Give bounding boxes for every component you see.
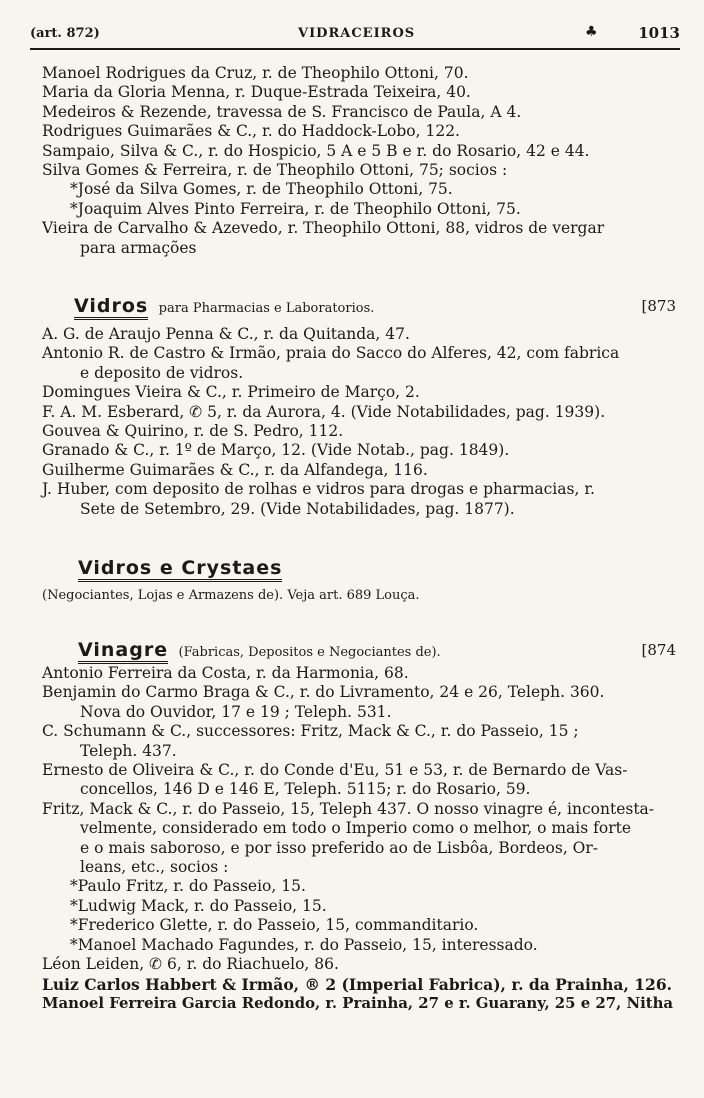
list-item-partner: *Paulo Fritz, r. do Passeio, 15. [70,877,306,896]
list-item: Medeiros & Rezende, travessa de S. Francisco de Paula, A 4. [42,102,522,121]
list-item: F. A. M. Esberard, ✆ 5, r. da Aurora, 4. (Vide Notabilidades, pag. 1939). [42,402,606,421]
section-note: (Fabricas, Depositos e Negociantes de). [178,645,441,660]
prev-section-list [42,64,682,258]
list-item: Léon Leiden, ✆ 6, r. do Riachuelo, 86. [42,955,339,974]
header-rule [30,48,680,50]
list-item: Granado & C., r. 1º de Março, 12. (Vide Notab., pag. 1849). [42,441,510,460]
list-item: Vieira de Carvalho & Azevedo, r. Theophilo Ottoni, 88, vidros de vergar [42,219,605,238]
section-heading [42,558,682,582]
list-item: Luiz Carlos Habbert & Irmão, ® 2 (Imperial Fabrica), r. da Prainha, 126. [42,974,673,994]
section-874-list [42,664,682,1013]
list-item: J. Huber, com deposito de rolhas e vidros para drogas e pharmacias, r. [42,480,595,499]
section-title: Vidros [74,295,148,317]
list-item: Sampaio, Silva & C., r. do Hospicio, 5 A e 5 B e r. do Rosario, 42 e 44. [42,141,590,160]
list-item: C. Schumann & C., successores: Fritz, Mack & C., r. do Passeio, 15 ; [42,722,579,741]
list-item-continuation: leans, etc., socios : [80,858,229,877]
list-item-partner: *Ludwig Mack, r. do Passeio, 15. [70,896,327,915]
list-item-continuation: Nova do Ouvidor, 17 e 19 ; Teleph. 531. [80,702,392,721]
list-item: A. G. de Araujo Penna & C., r. da Quitanda, 47. [42,325,410,343]
list-item: Silva Gomes & Ferreira, r. de Theophilo Ottoni, 75; socios : [42,161,508,180]
list-item: Gouvea & Quirino, r. de S. Pedro, 112. [42,422,344,441]
list-item-partner: *Joaquim Alves Pinto Ferreira, r. de Theophilo Ottoni, 75. [70,199,521,218]
article-number: [873 [641,297,676,315]
list-item-continuation: e deposito de vidros. [80,363,244,382]
section-note: para Pharmacias e Laboratorios. [158,301,375,316]
article-number: [874 [641,641,676,659]
list-item: Antonio Ferreira da Costa, r. da Harmonia, 68. [42,664,409,682]
page-number: 1013 [638,24,680,42]
section-873-list [42,325,682,519]
list-item: Rodrigues Guimarães & C., r. do Haddock-Lobo, 122. [42,122,460,141]
section-873 [42,296,682,320]
list-item-continuation: concellos, 146 D e 146 E, Teleph. 5115; r. do Rosario, 59. [80,780,531,799]
list-item: Manoel Ferreira Garcia Redondo, r. Prainha, 27 e r. Guarany, 25 e 27, Nitha [42,993,674,1012]
section-crystaes [42,558,682,605]
list-item-continuation: para armações [80,238,197,257]
list-item: Ernesto de Oliveira & C., r. do Conde d'Eu, 51 e 53, r. de Bernardo de Vas- [42,761,628,780]
ornament-icon: ♣ [585,24,598,40]
list-item: Domingues Vieira & C., r. Primeiro de Março, 2. [42,383,420,402]
section-heading [42,296,682,320]
article-range: (art. 872) [30,26,100,41]
section-heading [42,640,682,664]
list-item: Maria da Gloria Menna, r. Duque-Estrada Teixeira, 40. [42,83,471,102]
page-header [30,22,680,48]
section-note: (Negociantes, Lojas e Armazens de). Veja art. 689 Louça. [42,588,420,603]
list-item: Benjamin do Carmo Braga & C., r. do Livramento, 24 e 26, Teleph. 360. [42,683,605,702]
list-item-continuation: velmente, considerado em todo o Imperio como o melhor, o mais forte [80,819,632,838]
list-item-partner: *José da Silva Gomes, r. de Theophilo Ottoni, 75. [70,180,453,199]
section-874 [42,640,682,664]
list-item: Fritz, Mack & C., r. do Passeio, 15, Teleph 437. O nosso vinagre é, incontesta- [42,799,655,818]
list-item-continuation: Teleph. 437. [80,741,177,760]
page-title: VIDRACEIROS [298,26,416,41]
list-item: Manoel Rodrigues da Cruz, r. de Theophilo Ottoni, 70. [42,64,469,82]
list-item-continuation: e o mais saboroso, e por isso preferido ao de Lisbôa, Bordeos, Or- [80,838,599,857]
list-item-partner: *Manoel Machado Fagundes, r. do Passeio, 15, interessado. [70,935,538,954]
section-title: Vinagre [78,639,168,661]
section-title: Vidros e Crystaes [78,557,282,579]
list-item-partner: *Frederico Glette, r. do Passeio, 15, commanditario. [70,916,479,935]
list-item-continuation: Sete de Setembro, 29. (Vide Notabilidades, pag. 1877). [80,499,515,518]
list-item: Guilherme Guimarães & C., r. da Alfandega, 116. [42,460,428,479]
list-item: Antonio R. de Castro & Irmão, praia do Sacco do Alferes, 42, com fabrica [42,344,620,363]
